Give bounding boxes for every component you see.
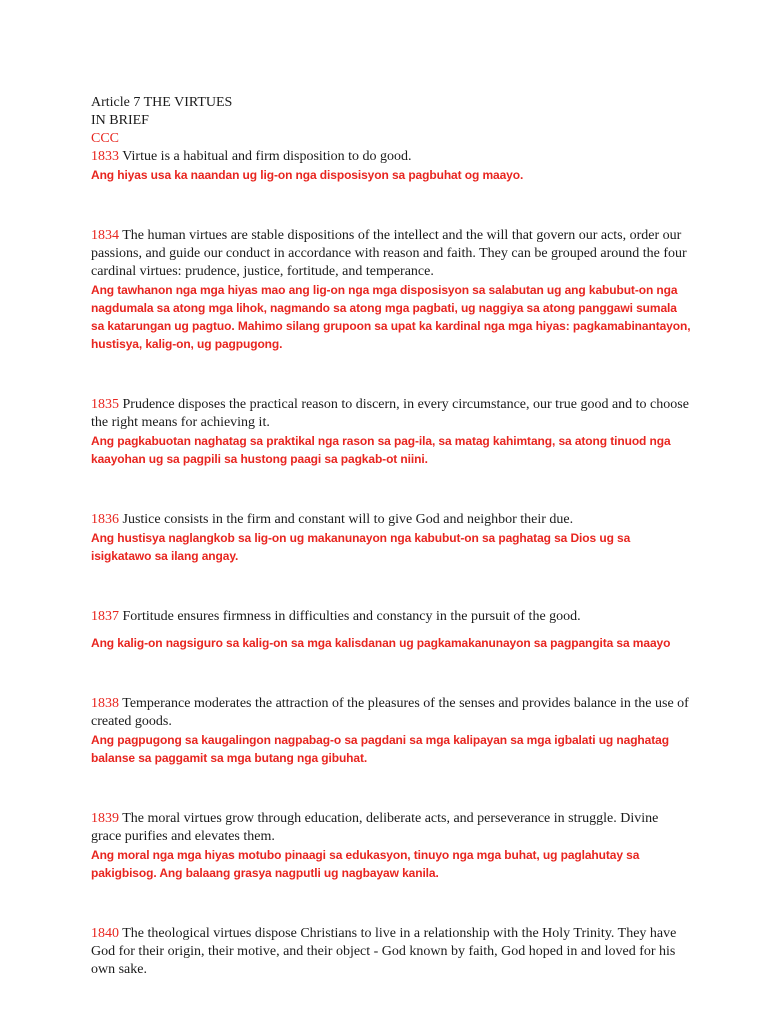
english-text: Temperance moderates the attraction of the pleasures of the senses and provides balance in the use of created goods. <box>91 696 689 729</box>
paragraph-number: 1837 <box>91 609 119 624</box>
english-text: Prudence disposes the practical reason to discern, in every circumstance, our true good and to choose the right means for achieving it. <box>91 397 689 430</box>
paragraph-1837 <box>91 608 691 626</box>
cebuano-translation: Ang kalig-on nagsiguro sa kalig-on sa mga kalisdanan ug pagkamakanunayon sa pagpangita sa maayo <box>91 636 671 650</box>
paragraph-1835 <box>91 396 691 432</box>
paragraph-number: 1840 <box>91 926 119 941</box>
ccc-label: CCC <box>91 131 120 146</box>
english-text: The theological virtues dispose Christians to live in a relationship with the Holy Trinity. They have God for their origin, their motive, and their object - God known by faith, God hoped in and loved for his own sake. <box>91 926 677 977</box>
section-heading: IN BRIEF <box>91 113 149 128</box>
english-text: Fortitude ensures firmness in difficulties and constancy in the pursuit of the good. <box>122 609 581 624</box>
cebuano-translation: Ang moral nga mga hiyas motubo pinaagi sa edukasyon, tinuyo nga mga buhat, ug paglahutay sa pakigbisog. Ang balaang grasya nagputli ug nagbayaw kanila. <box>91 848 640 880</box>
cebuano-translation: Ang hustisya naglangkob sa lig-on ug makanunayon nga kabubut-on sa paghatag sa Dios ug sa isigkatawo sa ilang angay. <box>91 531 631 563</box>
paragraph-number: 1833 <box>91 149 119 164</box>
english-text: Virtue is a habitual and firm disposition to do good. <box>122 149 412 164</box>
article-heading: Article 7 THE VIRTUES <box>91 95 233 110</box>
paragraph-number: 1836 <box>91 512 119 527</box>
document-body <box>91 94 691 979</box>
cebuano-translation: Ang pagpugong sa kaugalingon nagpabag-o sa pagdani sa mga kalipayan sa mga igbalati ug naghatag balanse sa paggamit sa mga butang nga gibuhat. <box>91 733 669 765</box>
paragraph-number: 1835 <box>91 397 119 412</box>
cebuano-translation: Ang pagkabuotan naghatag sa praktikal nga rason sa pag-ila, sa matag kahimtang, sa atong tinuod nga kaayohan ug sa pagpili sa hustong paagi sa pagkab-ot niini. <box>91 434 671 466</box>
paragraph-number: 1834 <box>91 228 119 243</box>
cebuano-translation: Ang tawhanon nga mga hiyas mao ang lig-on nga mga disposisyon sa salabutan ug ang kabubut-on nga nagdumala sa atong mga lihok, nagmando sa atong mga pagbati, ug naggiya sa atong panggawi sumala sa katarungan ug pagtuo. Mahimo silang grupoon sa upat ka kardinal nga mga hiyas: pagkamabinantayon, hustisya, kalig-on, ug pagpugong. <box>91 283 691 351</box>
paragraph-1840 <box>91 925 691 979</box>
paragraph-1833 <box>91 148 691 166</box>
paragraph-number: 1839 <box>91 811 119 826</box>
english-text: Justice consists in the firm and constant will to give God and neighbor their due. <box>122 512 574 527</box>
paragraph-1834 <box>91 227 691 281</box>
english-text: The moral virtues grow through education, deliberate acts, and perseverance in struggle. Divine grace purifies and elevates them. <box>91 811 659 844</box>
paragraph-1836 <box>91 511 691 529</box>
english-text: The human virtues are stable dispositions of the intellect and the will that govern our acts, order our passions, and guide our conduct in accordance with reason and faith. They can be grouped around the four cardinal virtues: prudence, justice, fortitude, and temperance. <box>91 228 687 279</box>
paragraph-1839 <box>91 810 691 846</box>
paragraph-number: 1838 <box>91 696 119 711</box>
paragraph-1838 <box>91 695 691 731</box>
cebuano-translation: Ang hiyas usa ka naandan ug lig-on nga disposisyon sa pagbuhat og maayo. <box>91 168 524 182</box>
